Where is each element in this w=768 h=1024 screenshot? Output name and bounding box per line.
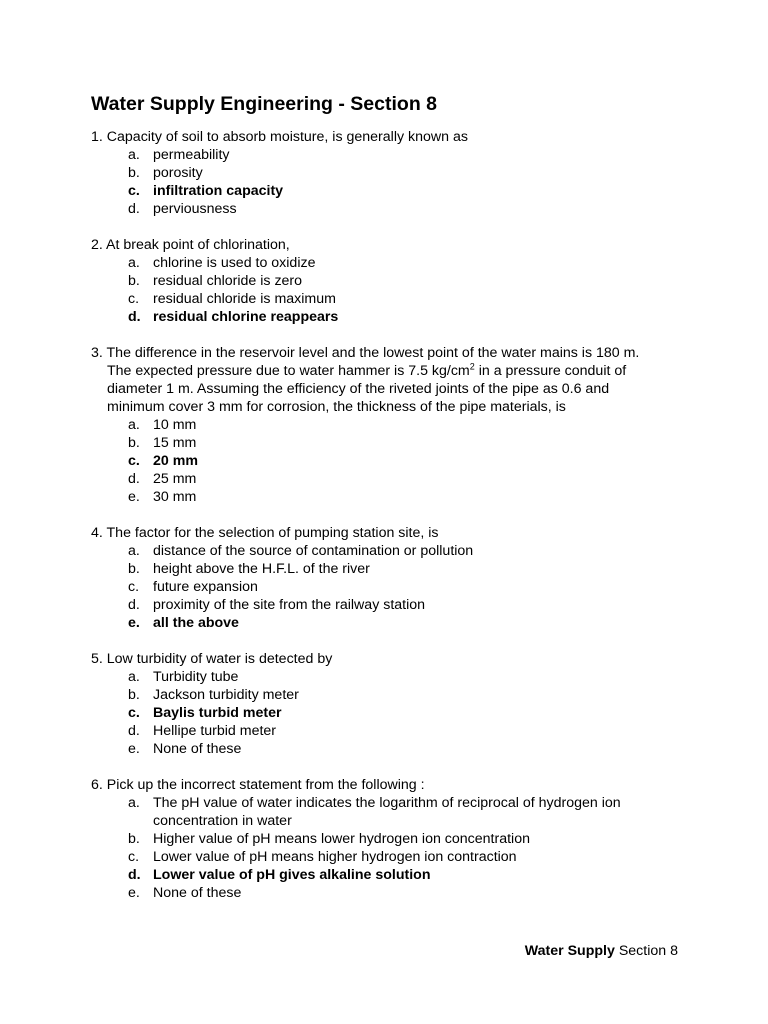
option-text: 30 mm bbox=[153, 489, 197, 505]
option-letter: c. bbox=[128, 579, 140, 595]
option-letter: e. bbox=[128, 489, 140, 505]
option-c bbox=[91, 578, 691, 596]
option-letter: e. bbox=[128, 885, 140, 901]
option-text: Jackson turbidity meter bbox=[153, 687, 299, 703]
option-text: 10 mm bbox=[153, 417, 197, 433]
stem-text: in a pressure conduit of bbox=[474, 363, 627, 379]
option-letter: c. bbox=[128, 291, 140, 307]
option-c-correct bbox=[91, 704, 691, 722]
option-letter: b. bbox=[128, 435, 140, 451]
option-text: porosity bbox=[153, 165, 203, 181]
option-c bbox=[91, 848, 691, 866]
option-e bbox=[91, 740, 691, 758]
question-stem: 6. Pick up the incorrect statement from the following : bbox=[91, 777, 425, 793]
option-letter: b. bbox=[128, 273, 140, 289]
option-b bbox=[91, 164, 691, 182]
question-6 bbox=[91, 776, 691, 902]
option-letter: a. bbox=[128, 417, 140, 433]
page-footer bbox=[525, 943, 678, 959]
superscript: 2 bbox=[469, 361, 475, 372]
option-letter: b. bbox=[128, 561, 140, 577]
option-b bbox=[91, 434, 691, 452]
option-letter: a. bbox=[128, 669, 140, 685]
option-d bbox=[91, 722, 691, 740]
stem-text: The expected pressure due to water hammer is 7.5 kg/cm bbox=[107, 363, 470, 379]
option-text: residual chlorine reappears bbox=[153, 309, 339, 325]
option-b bbox=[91, 272, 691, 290]
option-text-continued: concentration in water bbox=[153, 813, 292, 829]
option-a bbox=[91, 416, 691, 434]
option-letter: c. bbox=[128, 849, 140, 865]
option-letter: d. bbox=[128, 867, 141, 883]
question-stem: 4. The factor for the selection of pumping station site, is bbox=[91, 525, 439, 541]
option-letter: a. bbox=[128, 147, 140, 163]
option-text: residual chloride is zero bbox=[153, 273, 303, 289]
option-letter: a. bbox=[128, 795, 140, 811]
question-list bbox=[91, 128, 691, 920]
option-c-correct bbox=[91, 182, 691, 200]
option-c bbox=[91, 290, 691, 308]
question-2 bbox=[91, 236, 691, 326]
question-stem-continued: diameter 1 m. Assuming the efficiency of the riveted joints of the pipe as 0.6 and bbox=[107, 381, 610, 397]
option-text: all the above bbox=[153, 615, 239, 631]
option-letter: e. bbox=[128, 615, 140, 631]
option-e bbox=[91, 488, 691, 506]
option-letter: d. bbox=[128, 471, 140, 487]
option-text: infiltration capacity bbox=[153, 183, 284, 199]
option-b bbox=[91, 830, 691, 848]
option-letter: d. bbox=[128, 597, 140, 613]
option-text: permeability bbox=[153, 147, 230, 163]
option-letter: a. bbox=[128, 255, 140, 271]
option-a bbox=[91, 542, 691, 560]
option-text: proximity of the site from the railway station bbox=[153, 597, 426, 613]
option-letter: c. bbox=[128, 453, 140, 469]
question-5 bbox=[91, 650, 691, 758]
option-text: distance of the source of contamination or pollution bbox=[153, 543, 474, 559]
option-c-correct bbox=[91, 452, 691, 470]
option-d-correct bbox=[91, 866, 691, 884]
option-a bbox=[91, 668, 691, 686]
footer-section: Section 8 bbox=[614, 943, 678, 959]
option-text: perviousness bbox=[153, 201, 237, 217]
option-text: future expansion bbox=[153, 579, 258, 595]
question-stem: 5. Low turbidity of water is detected by bbox=[91, 651, 333, 667]
option-letter: b. bbox=[128, 165, 140, 181]
question-3 bbox=[91, 344, 691, 506]
page-title: Water Supply Engineering - Section 8 bbox=[91, 93, 437, 115]
option-text: Lower value of pH means higher hydrogen ion contraction bbox=[153, 849, 517, 865]
question-stem: 1. Capacity of soil to absorb moisture, is generally known as bbox=[91, 129, 468, 145]
footer-subject: Water Supply bbox=[524, 943, 615, 959]
option-b bbox=[91, 560, 691, 578]
option-letter: c. bbox=[128, 705, 140, 721]
option-text: Higher value of pH means lower hydrogen ion concentration bbox=[153, 831, 530, 847]
option-letter: d. bbox=[128, 201, 140, 217]
option-letter: a. bbox=[128, 543, 140, 559]
option-e-correct bbox=[91, 614, 691, 632]
option-letter: b. bbox=[128, 831, 140, 847]
option-text: Hellipe turbid meter bbox=[153, 723, 277, 739]
option-text: None of these bbox=[153, 741, 242, 757]
option-e bbox=[91, 884, 691, 902]
question-stem: 3. The difference in the reservoir level and the lowest point of the water mains is 180 m. bbox=[91, 345, 640, 361]
question-1 bbox=[91, 128, 691, 218]
option-text: The pH value of water indicates the logarithm of reciprocal of hydrogen ion bbox=[153, 795, 621, 811]
option-text: height above the H.F.L. of the river bbox=[153, 561, 370, 577]
option-text: residual chloride is maximum bbox=[153, 291, 336, 307]
option-text: Turbidity tube bbox=[153, 669, 239, 685]
option-d bbox=[91, 596, 691, 614]
option-a bbox=[91, 794, 691, 812]
option-a bbox=[91, 146, 691, 164]
question-4 bbox=[91, 524, 691, 632]
option-letter: d. bbox=[128, 309, 141, 325]
option-d bbox=[91, 200, 691, 218]
option-letter: b. bbox=[128, 687, 140, 703]
option-text: 25 mm bbox=[153, 471, 197, 487]
option-text: Baylis turbid meter bbox=[153, 705, 282, 721]
question-stem: 2. At break point of chlorination, bbox=[91, 237, 290, 253]
option-text: 20 mm bbox=[153, 453, 198, 469]
option-text: Lower value of pH gives alkaline solution bbox=[153, 867, 431, 883]
option-text: chlorine is used to oxidize bbox=[153, 255, 316, 271]
option-letter: d. bbox=[128, 723, 140, 739]
option-text: 15 mm bbox=[153, 435, 197, 451]
question-stem-continued bbox=[91, 362, 691, 380]
option-d-correct bbox=[91, 308, 691, 326]
option-a bbox=[91, 254, 691, 272]
question-stem-continued: minimum cover 3 mm for corrosion, the thickness of the pipe materials, is bbox=[107, 399, 566, 415]
option-text: None of these bbox=[153, 885, 242, 901]
option-b bbox=[91, 686, 691, 704]
option-d bbox=[91, 470, 691, 488]
option-letter: c. bbox=[128, 183, 140, 199]
option-letter: e. bbox=[128, 741, 140, 757]
